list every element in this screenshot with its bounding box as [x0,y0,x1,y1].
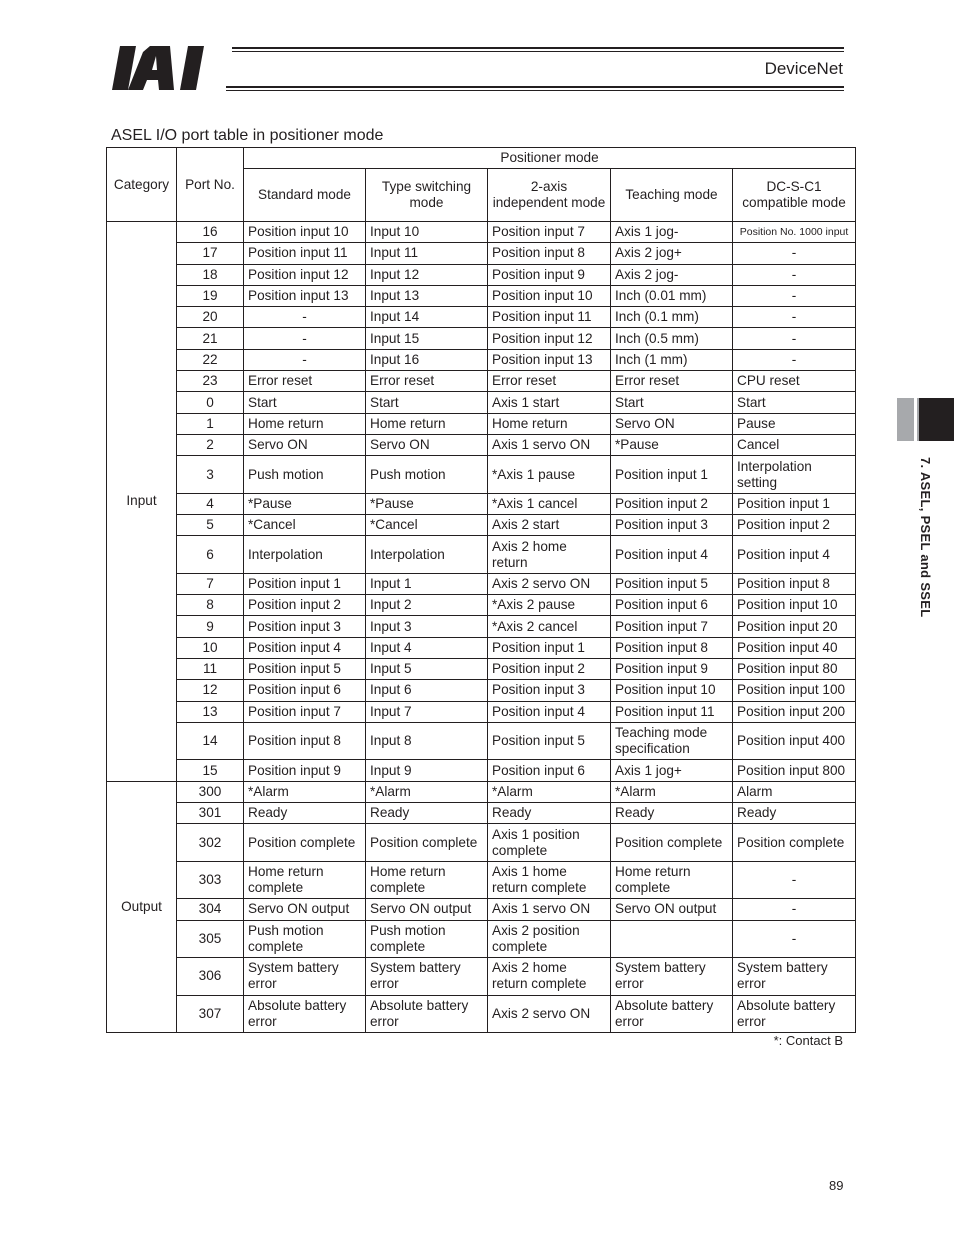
signal-cell: Axis 2 servo ON [488,573,611,594]
signal-cell: Position input 1 [488,637,611,658]
signal-cell: Position input 400 [733,722,856,760]
port-number-cell: 301 [177,803,244,824]
signal-cell: Input 3 [366,616,488,637]
signal-cell: - [733,920,856,958]
signal-cell: *Cancel [366,515,488,536]
header-2axis-mode: 2-axis independent mode [488,169,611,222]
table-row [107,392,856,413]
signal-cell: Position input 12 [488,328,611,349]
port-number-cell: 2 [177,434,244,455]
table-row [107,285,856,306]
port-number-cell: 306 [177,958,244,996]
port-number-cell: 18 [177,264,244,285]
signal-cell: Position input 6 [611,595,733,616]
table-row [107,349,856,370]
signal-cell: Position input 80 [733,659,856,680]
signal-cell: Input 6 [366,680,488,701]
port-number-cell: 4 [177,493,244,514]
signal-cell: Position input 6 [488,760,611,781]
signal-cell: Position input 7 [611,616,733,637]
signal-cell: - [733,328,856,349]
signal-cell: Pause [733,413,856,434]
header-type-switching-mode: Type switching mode [366,169,488,222]
table-row [107,995,856,1033]
signal-cell: Start [611,392,733,413]
signal-cell: Position input 9 [488,264,611,285]
signal-cell: Position input 1 [611,456,733,494]
signal-cell: Axis 1 start [488,392,611,413]
signal-cell: Axis 2 start [488,515,611,536]
signal-cell: Position input 10 [733,595,856,616]
signal-cell: Position input 20 [733,616,856,637]
signal-cell: Servo ON output [611,899,733,920]
port-number-cell: 302 [177,824,244,862]
table-row [107,413,856,434]
signal-cell: Position input 5 [244,659,366,680]
signal-cell: Servo ON output [366,899,488,920]
signal-cell: Interpolation setting [733,456,856,494]
header-teaching-mode: Teaching mode [611,169,733,222]
signal-cell: Input 9 [366,760,488,781]
signal-cell: Position input 100 [733,680,856,701]
header-port: Port No. [177,148,244,222]
port-number-cell: 8 [177,595,244,616]
iai-logo [112,46,224,90]
signal-cell: Position input 11 [611,701,733,722]
signal-cell: Position input 2 [244,595,366,616]
category-output: Output [107,781,177,1032]
signal-cell: Home return complete [366,861,488,899]
signal-cell: Ready [488,803,611,824]
port-number-cell: 12 [177,680,244,701]
signal-cell: Servo ON [244,434,366,455]
signal-cell: Push motion complete [244,920,366,958]
port-number-cell: 10 [177,637,244,658]
signal-cell: Position No. 1000 input [733,222,856,243]
signal-cell: System battery error [366,958,488,996]
signal-cell: Position complete [366,824,488,862]
signal-cell: Axis 2 home return complete [488,958,611,996]
signal-cell: *Alarm [366,781,488,802]
signal-cell: Position input 12 [244,264,366,285]
port-number-cell: 23 [177,371,244,392]
signal-cell: Position complete [733,824,856,862]
signal-cell: Axis 1 jog+ [611,760,733,781]
signal-cell: - [733,899,856,920]
signal-cell: Position input 4 [733,536,856,574]
signal-cell: Position input 5 [611,573,733,594]
signal-cell: Input 1 [366,573,488,594]
signal-cell: Position input 40 [733,637,856,658]
signal-cell: Position input 3 [611,515,733,536]
signal-cell: Servo ON [611,413,733,434]
signal-cell: Position input 10 [244,222,366,243]
port-number-cell: 9 [177,616,244,637]
signal-cell: Input 11 [366,243,488,264]
signal-cell: Absolute battery error [366,995,488,1033]
signal-cell: Input 5 [366,659,488,680]
signal-cell: Absolute battery error [244,995,366,1033]
signal-cell: Input 12 [366,264,488,285]
signal-cell: Input 4 [366,637,488,658]
port-number-cell: 16 [177,222,244,243]
port-number-cell: 11 [177,659,244,680]
signal-cell: Axis 2 servo ON [488,995,611,1033]
signal-cell: Home return [488,413,611,434]
signal-cell: Home return complete [611,861,733,899]
signal-cell: Interpolation [244,536,366,574]
signal-cell: Servo ON [366,434,488,455]
signal-cell: Error reset [244,371,366,392]
signal-cell: Position input 13 [488,349,611,370]
signal-cell: *Pause [244,493,366,514]
header-positioner-mode: Positioner mode [244,148,856,169]
signal-cell: System battery error [244,958,366,996]
signal-cell: Position input 10 [488,285,611,306]
table-row [107,434,856,455]
port-number-cell: 20 [177,307,244,328]
signal-cell: Position input 800 [733,760,856,781]
header-dc-s-c1-mode: DC-S-C1 compatible mode [733,169,856,222]
signal-cell: Push motion [366,456,488,494]
signal-cell: Input 14 [366,307,488,328]
signal-cell: *Alarm [244,781,366,802]
signal-cell: *Axis 2 cancel [488,616,611,637]
signal-cell: Home return [366,413,488,434]
signal-cell: Position input 13 [244,285,366,306]
table-caption: ASEL I/O port table in positioner mode [111,127,384,144]
table-row [107,222,856,243]
table-row [107,701,856,722]
table-row [107,328,856,349]
table-row [107,920,856,958]
signal-cell: Inch (0.01 mm) [611,285,733,306]
signal-cell: Position input 2 [611,493,733,514]
signal-cell: Ready [366,803,488,824]
table-row [107,515,856,536]
category-input: Input [107,222,177,782]
signal-cell: *Alarm [488,781,611,802]
signal-cell: Absolute battery error [733,995,856,1033]
signal-cell: *Axis 1 pause [488,456,611,494]
port-number-cell: 19 [177,285,244,306]
signal-cell: Axis 1 servo ON [488,434,611,455]
signal-cell: Absolute battery error [611,995,733,1033]
signal-cell: Position input 1 [244,573,366,594]
table-row [107,264,856,285]
signal-cell: *Alarm [611,781,733,802]
signal-cell: Position input 3 [488,680,611,701]
table-row [107,243,856,264]
signal-cell: Position input 7 [488,222,611,243]
signal-cell: Position input 2 [488,659,611,680]
signal-cell: Position input 4 [488,701,611,722]
port-number-cell: 0 [177,392,244,413]
chapter-tab-divider [914,398,917,441]
signal-cell: Start [244,392,366,413]
signal-cell [611,920,733,958]
signal-cell: Input 13 [366,285,488,306]
page-number: 89 [829,1178,844,1193]
port-number-cell: 3 [177,456,244,494]
signal-cell: - [733,307,856,328]
signal-cell: - [733,243,856,264]
signal-cell: Ready [611,803,733,824]
header-rule [232,47,844,49]
signal-cell: Interpolation [366,536,488,574]
table-row [107,573,856,594]
signal-cell: Axis 1 jog- [611,222,733,243]
signal-cell: Inch (0.5 mm) [611,328,733,349]
io-port-table [106,147,856,1033]
signal-cell: Axis 2 jog+ [611,243,733,264]
signal-cell: *Cancel [244,515,366,536]
signal-cell: Input 10 [366,222,488,243]
signal-cell: *Axis 1 cancel [488,493,611,514]
signal-cell: Position input 9 [611,659,733,680]
port-number-cell: 21 [177,328,244,349]
signal-cell: System battery error [611,958,733,996]
port-number-cell: 305 [177,920,244,958]
signal-cell: Position input 2 [733,515,856,536]
signal-cell: Position input 8 [244,722,366,760]
signal-cell: Push motion complete [366,920,488,958]
port-number-cell: 5 [177,515,244,536]
signal-cell: Axis 1 position complete [488,824,611,862]
port-number-cell: 300 [177,781,244,802]
signal-cell: Ready [244,803,366,824]
port-number-cell: 7 [177,573,244,594]
signal-cell: Position input 6 [244,680,366,701]
table-row [107,616,856,637]
signal-cell: Error reset [488,371,611,392]
signal-cell: Input 16 [366,349,488,370]
signal-cell: Push motion [244,456,366,494]
signal-cell: Teaching mode specification [611,722,733,760]
signal-cell: Home return complete [244,861,366,899]
table-row [107,536,856,574]
signal-cell: Home return [244,413,366,434]
signal-cell: Position input 4 [611,536,733,574]
signal-cell: Axis 2 home return [488,536,611,574]
signal-cell: CPU reset [733,371,856,392]
signal-cell: Position input 200 [733,701,856,722]
signal-cell: Position input 8 [733,573,856,594]
brand-name: DeviceNet [764,59,843,78]
table-row [107,659,856,680]
table-row [107,493,856,514]
port-number-cell: 15 [177,760,244,781]
signal-cell: - [244,349,366,370]
header-rule [226,86,844,88]
signal-cell: Axis 1 servo ON [488,899,611,920]
signal-cell: Position complete [244,824,366,862]
table-row [107,958,856,996]
header-rule [226,90,844,91]
signal-cell: Axis 1 home return complete [488,861,611,899]
signal-cell: Input 7 [366,701,488,722]
signal-cell: System battery error [733,958,856,996]
signal-cell: Position input 7 [244,701,366,722]
signal-cell: Start [366,392,488,413]
signal-cell: Ready [733,803,856,824]
header-standard-mode: Standard mode [244,169,366,222]
port-number-cell: 1 [177,413,244,434]
signal-cell: Position input 5 [488,722,611,760]
port-number-cell: 13 [177,701,244,722]
table-row [107,861,856,899]
signal-cell: *Axis 2 pause [488,595,611,616]
table-row [107,307,856,328]
signal-cell: Inch (0.1 mm) [611,307,733,328]
port-number-cell: 17 [177,243,244,264]
signal-cell: Inch (1 mm) [611,349,733,370]
port-number-cell: 307 [177,995,244,1033]
signal-cell: Position input 11 [488,307,611,328]
signal-cell: Position complete [611,824,733,862]
port-number-cell: 22 [177,349,244,370]
signal-cell: - [733,264,856,285]
signal-cell: - [244,328,366,349]
port-number-cell: 303 [177,861,244,899]
signal-cell: Position input 11 [244,243,366,264]
signal-cell: Servo ON output [244,899,366,920]
table-row [107,824,856,862]
signal-cell: Start [733,392,856,413]
signal-cell: Error reset [366,371,488,392]
footnote: *: Contact B [773,1033,843,1048]
signal-cell: Position input 10 [611,680,733,701]
signal-cell: Position input 1 [733,493,856,514]
table-row [107,456,856,494]
table-row [107,371,856,392]
signal-cell: Position input 4 [244,637,366,658]
signal-cell: - [733,861,856,899]
signal-cell: Position input 9 [244,760,366,781]
signal-cell: Axis 2 position complete [488,920,611,958]
signal-cell: Position input 3 [244,616,366,637]
table-row [107,803,856,824]
signal-cell: - [733,349,856,370]
signal-cell: *Pause [611,434,733,455]
signal-cell: Axis 2 jog- [611,264,733,285]
signal-cell: Input 15 [366,328,488,349]
table-row [107,637,856,658]
chapter-tab [919,398,954,441]
header-rule [232,51,844,52]
signal-cell: Input 8 [366,722,488,760]
signal-cell: - [733,285,856,306]
signal-cell: Position input 8 [488,243,611,264]
signal-cell: *Pause [366,493,488,514]
signal-cell: Alarm [733,781,856,802]
signal-cell: Position input 8 [611,637,733,658]
signal-cell: Input 2 [366,595,488,616]
signal-cell: Error reset [611,371,733,392]
table-row [107,760,856,781]
port-number-cell: 6 [177,536,244,574]
table-row [107,722,856,760]
signal-cell: - [244,307,366,328]
header-category: Category [107,148,177,222]
port-number-cell: 304 [177,899,244,920]
table-row [107,595,856,616]
signal-cell: Cancel [733,434,856,455]
table-row [107,781,856,802]
port-number-cell: 14 [177,722,244,760]
table-row [107,680,856,701]
table-row [107,899,856,920]
chapter-label: 7. ASEL, PSEL and SSEL [918,457,933,618]
